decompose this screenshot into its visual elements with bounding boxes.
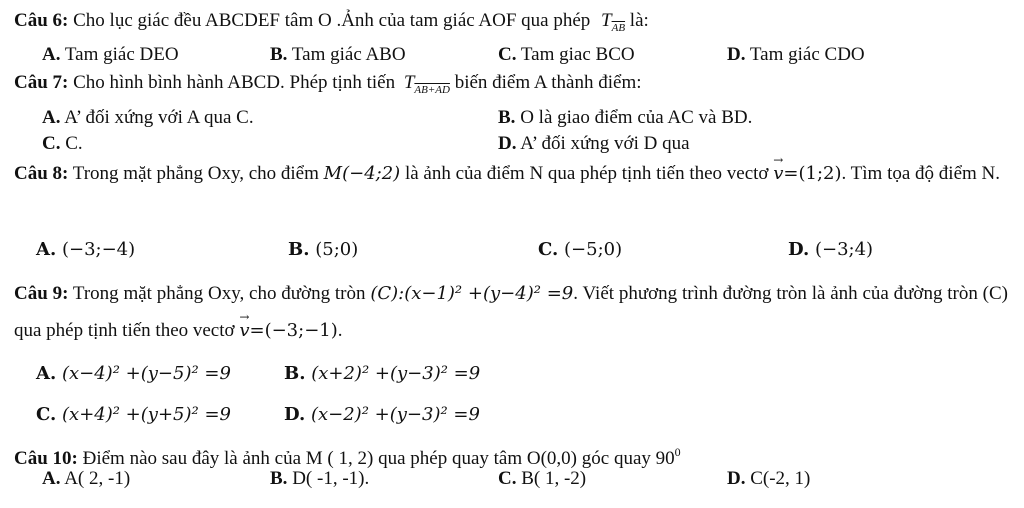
option-c[interactable]: C. Tam giac BCO [498,44,635,65]
option-c[interactable]: C. C. [42,133,83,154]
option-b[interactable]: B. D( -1, -1). [270,468,370,489]
option-d[interactable]: D. (x−2)² +(y−3)² =9 [284,404,480,425]
option-a[interactable]: A. A’ đối xứng với A qua C. [42,107,254,128]
option-c[interactable]: C. B( 1, -2) [498,468,587,489]
question-text: Trong mặt phẳng Oxy, cho đường tròn [72,283,366,304]
question-7 [14,71,642,102]
question-text: Cho lục giác đều ABCDEF tâm O .Ảnh của tam giác AOF qua phép [73,10,591,31]
question-text-2: . Viết phương trình đường tròn là ảnh của đường tròn (C) qua phép tịnh tiến theo vectơ [14,283,1009,341]
question-6 [14,9,649,40]
question-tail: là: [629,10,649,31]
option-b[interactable]: B. (5;0) [288,239,359,260]
option-c[interactable]: C. (x+4)² +(y+5)² =9 [36,404,231,425]
question-tail: biến điểm A thành điểm: [454,72,642,93]
question-text-3: . Tìm tọa độ điểm N. [841,163,1001,184]
option-d[interactable]: D. Tam giác CDO [727,44,865,65]
question-number: Câu 6: [14,10,69,31]
point-m: M(−4;2) [323,163,401,184]
vector-v: → v [239,312,249,349]
question-number: Câu 10: [14,448,78,469]
option-b[interactable]: B. Tam giác ABO [270,44,406,65]
option-b[interactable]: B. O là giao điểm của AC và BD. [498,107,753,128]
option-c[interactable]: C. (−5;0) [538,239,623,260]
option-a[interactable]: A. Tam giác DEO [42,44,179,65]
vector-value: =(1;2) [783,163,842,184]
question-text: Điểm nào sau đây là ảnh của M ( 1, 2) qua phép quay tâm O(0,0) góc quay 90 [82,448,675,469]
option-b[interactable]: B. (x+2)² +(y−3)² =9 [284,363,481,384]
option-d[interactable]: D. A’ đối xứng với D qua [498,133,690,154]
question-text: Cho hình bình hành ABCD. Phép tịnh tiến [73,72,396,93]
operator-symbol: $T_{AB+AD}$ [403,72,450,96]
question-9: Câu 9: Trong mặt phẳng Oxy, cho đường tròn (C):(x−1)² +(y−4)² =9. Viết phương trình đường tròn là ảnh của đường tròn (C) qua phép tịnh tiến theo vectơ → v=(−3;−1). [14,275,1008,349]
question-text: Trong mặt phẳng Oxy, cho điểm [72,163,319,184]
vector-value: =(−3;−1) [249,320,338,341]
option-a[interactable]: A. (−3;−4) [36,239,136,260]
operator-symbol: $T_{\overline{AB}}$ [601,10,626,34]
question-text-2: là ảnh của điểm N qua phép tịnh tiến theo vectơ [404,163,769,184]
question-8 [14,155,1008,192]
option-a[interactable]: A. A( 2, -1) [42,468,131,489]
question-number: Câu 7: [14,72,69,93]
question-number: Câu 9: [14,283,69,304]
option-a[interactable]: A. (x−4)² +(y−5)² =9 [36,363,231,384]
question-number: Câu 8: [14,163,69,184]
option-d[interactable]: D. (−3;4) [788,239,874,260]
circle-equation: (C):(x−1)² +(y−4)² =9 [370,283,574,304]
option-d[interactable]: D. C(-2, 1) [727,468,811,489]
vector-v: → v [773,155,783,192]
degree-superscript: 0 [674,445,681,459]
